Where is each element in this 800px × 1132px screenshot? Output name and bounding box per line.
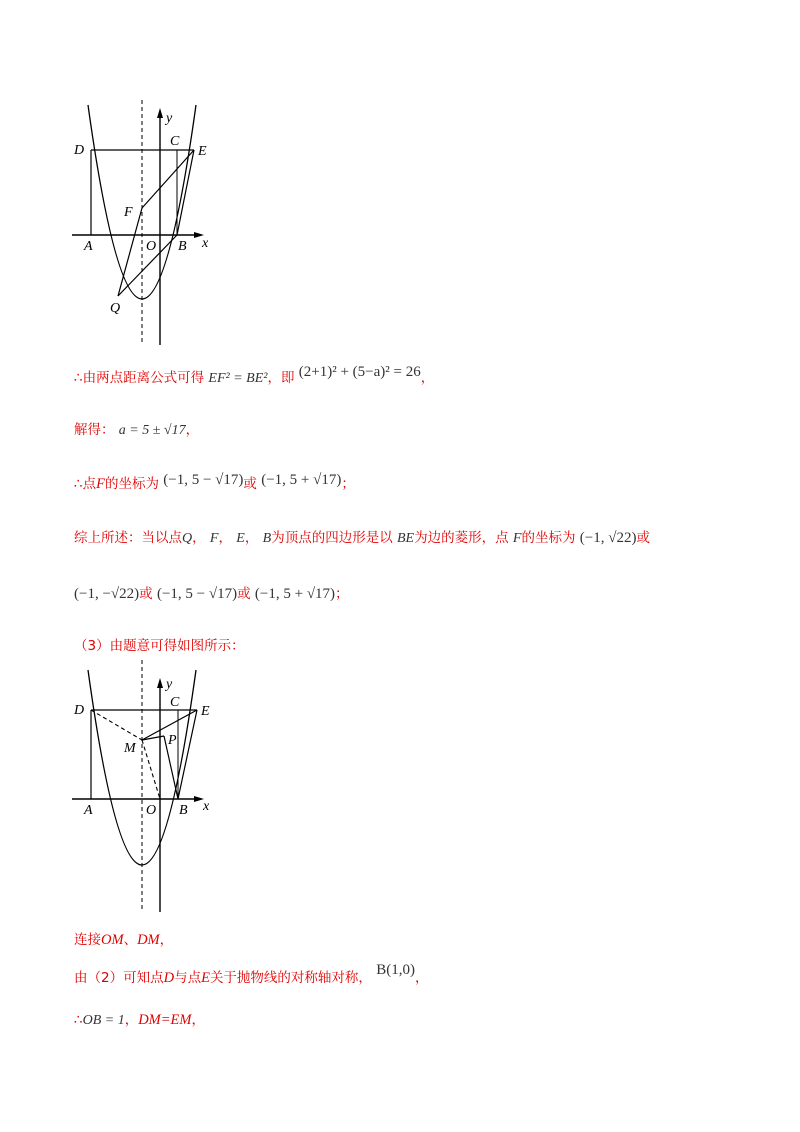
segment-DM-dashed [91,710,142,740]
label-x: x [203,799,210,814]
line-8: 由（2）可知点D与点E关于抛物线的对称轴对称， B(1,0)， [74,962,429,986]
label-O: O [146,803,157,818]
segment-EB [177,150,194,235]
label-O: O [146,239,157,254]
label-F: F [124,205,133,220]
segment-FE [142,150,194,208]
line-2: 解得： a = 5 ± √17， [74,422,200,438]
label-E: E [201,704,210,719]
label-C: C [170,134,180,149]
label-A: A [84,239,93,254]
figure-1 [60,100,240,350]
label-D: D [74,143,85,158]
label-A: A [84,803,93,818]
line-3: ∴点F的坐标为 (−1, 5 − √17)或 (−1, 5 + √17)； [74,472,355,492]
label-C: C [170,695,180,710]
label-x: x [202,236,209,251]
y-axis-arrow [157,108,163,118]
label-E: E [198,144,207,159]
line-1: ∴由两点距离公式可得 EF² = BE²，即 (2+1)² + (5−a)² = 26， [74,364,435,386]
label-Q: Q [110,301,121,316]
label-M: M [124,741,136,756]
line-6: （3）由题意可得如图所示： [74,638,245,654]
label-B: B [179,803,188,818]
label-P: P [168,733,177,748]
label-y: y [166,111,173,126]
line-9: ∴OB = 1，DM=EM， [74,1012,205,1028]
line-5: (−1, −√22)或 (−1, 5 − √17)或 (−1, 5 + √17)； [74,586,349,602]
figure-2 [60,660,240,915]
segment-OM-dashed [142,740,160,799]
line-7: 连接OM、DM， [74,932,174,948]
label-D: D [74,703,85,718]
label-y: y [166,677,173,692]
y-axis-arrow [157,678,163,688]
line-4: 综上所述：当以点Q， F， E， B为顶点的四边形是以 BE为边的菱形，点 F的坐标为 (−1, √22)或 [74,530,650,546]
label-B: B [178,239,187,254]
